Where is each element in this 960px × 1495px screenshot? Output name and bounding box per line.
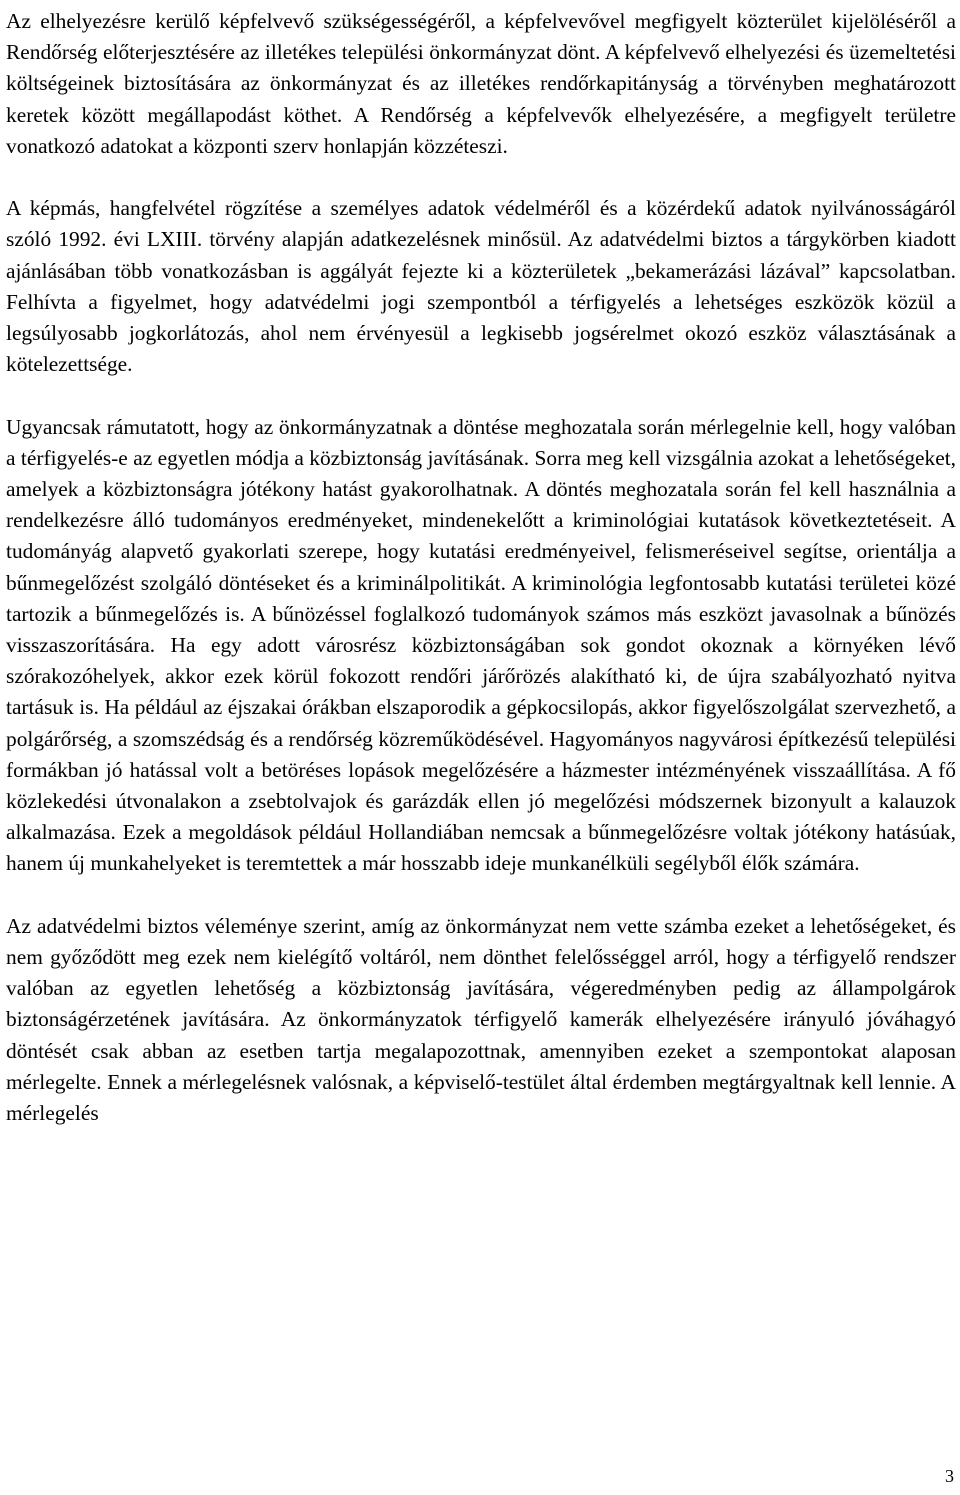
paragraph-ombudsman-opinion: Az adatvédelmi biztos véleménye szerint, amíg az önkormányzat nem vette számba ezeket a lehetőségeket, és nem győződött meg ezek nem kielégítő voltáról, nem dönthet felelősséggel arról, hogy a térfigyelő rendszer valóban az egyetlen lehetőség a közbiztonság javítására, végeredményben pedig az állampolgárok biztonságérzetének javítására. Az önkormányzatok térfigyelő kamerák elhelyezésére irányuló jóváhagyó döntését csak abban az esetben tartja megalapozottnak, amennyiben ezeket a szempontokat alaposan mérlegelte. Ennek a mérlegelésnek valósnak, a képviselő-testület által érdemben megtárgyaltnak kell lennie. A mérlegelés — [6, 913, 956, 1126]
paragraph-data-protection: A képmás, hangfelvétel rögzítése a személyes adatok védelméről és a közérdekű adatok nyilvánosságáról szóló 1992. évi LXIII. törvény alapján adatkezelésnek minősül. Az adatvédelmi biztos a tárgykörben kiadott ajánlásában több vonatkozásban is aggályát fejezte ki a közterületek „bekamerázási lázával” kapcsolatban. Felhívta a figyelmet, hogy adatvédelmi jogi szempontból a térfigyelés a lehetséges eszközök közül a legsúlyosabb jogkorlátozás, ahol nem érvényesül a legkisebb jogsérelmet okozó eszköz választásának a kötelezettsége. — [6, 196, 956, 377]
document-body — [6, 6, 956, 1129]
page-number: 3 — [945, 1466, 954, 1486]
paragraph-alternatives: Ugyancsak rámutatott, hogy az önkormányzatnak a döntése meghozatala során mérlegelnie kell, hogy valóban a térfigyelés-e az egyetlen módja a közbiztonság javításának. Sorra meg kell vizsgálnia azokat a lehetőségeket, amelyek a közbiztonságra jótékony hatást gyakorolhatnak. A döntés meghozatala során fel kell használnia a rendelkezésre álló tudományos eredményeket, mindenekelőtt a kriminológiai kutatások következtetéseit. A tudományág alapvető gyakorlati szerepe, hogy kutatási eredményeivel, felismeréseivel segítse, orientálja a bűnmegelőzést szolgáló döntéseket és a kriminálpolitikát. A kriminológia legfontosabb kutatási területei közé tartozik a bűnmegelőzés is. A bűnözéssel foglalkozó tudományok számos más eszközt javasolnak a bűnözés visszaszorítására. Ha egy adott városrész közbiztonságában sok gondot okoznak a környéken lévő szórakozóhelyek, akkor ezek körül fokozott rendőri járőrözés alakítható ki, de újra szabályozható nyitva tartásuk is. Ha például az éjszakai órákban elszaporodik a gépkocsilopás, akkor figyelőszolgálat szervezhető, a polgárőrség, a szomszédság és a rendőrség közreműködésével. Hagyományos nagyvárosi építkezésű települési formákban jó hatással volt a betöréses lopások megelőzésére a házmester intézményének visszaállítása. A fő közlekedési útvonalakon a zsebtolvajok és garázdák ellen jó megelőzési módszernek bizonyult a kalauzok alkalmazása. Ezek a megoldások például Hollandiában nemcsak a bűnmegelőzésre voltak jótékony hatásúak, hanem új munkahelyeket is teremtettek a már hosszabb ideje munkanélküli segélyből élők számára. — [6, 414, 956, 876]
paragraph-camera-placement: Az elhelyezésre kerülő képfelvevő szükségességéről, a képfelvevővel megfigyelt közterület kijelöléséről a Rendőrség előterjesztésére az illetékes települési önkormányzat dönt. A képfelvevő elhelyezési és üzemeltetési költségeinek biztosítására az önkormányzat és az illetékes rendőrkapitányság a törvényben meghatározott keretek között megállapodást köthet. A Rendőrség a képfelvevők elhelyezésére, a megfigyelt területre vonatkozó adatokat a központi szerv honlapján közzéteszi. — [6, 9, 956, 158]
